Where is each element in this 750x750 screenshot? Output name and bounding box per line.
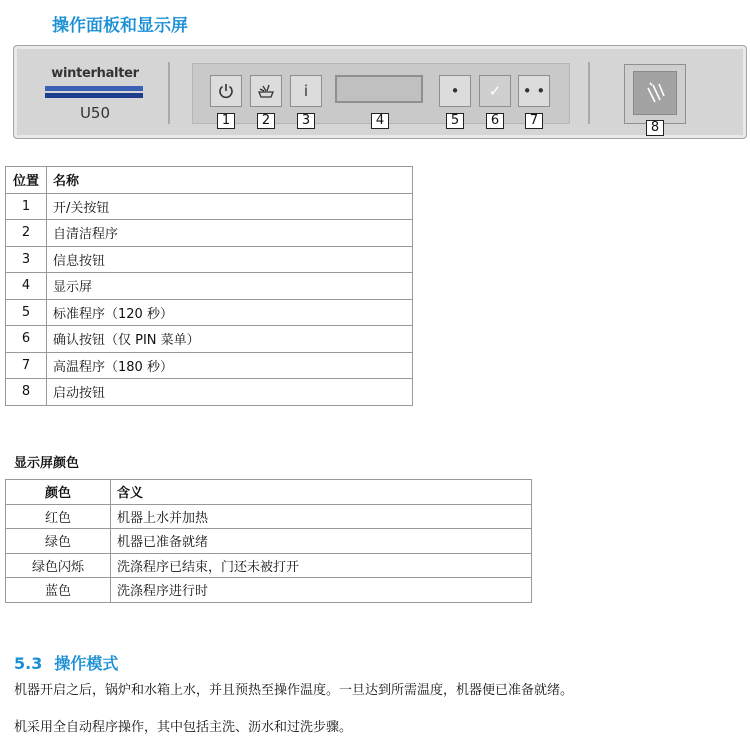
table-row bbox=[6, 379, 413, 406]
brand-name: winterhalter bbox=[51, 66, 139, 81]
section-number: 5.3 bbox=[14, 654, 43, 673]
table-header-row bbox=[6, 480, 532, 505]
position-label-5: 5 bbox=[446, 113, 464, 129]
color-cell: 绿色闪烁 bbox=[6, 553, 111, 578]
single-dot-icon: • bbox=[450, 82, 460, 100]
meaning-cell: 机器上水并加热 bbox=[111, 504, 532, 529]
section-title: 操作面板和显示屏 bbox=[52, 16, 188, 36]
section-53-heading bbox=[14, 651, 118, 674]
position-cell: 6 bbox=[6, 326, 47, 353]
logo-stripe-top bbox=[45, 86, 143, 91]
power-button[interactable] bbox=[210, 75, 242, 107]
display-colors-title: 显示屏颜色 bbox=[14, 456, 80, 471]
table-row bbox=[6, 529, 532, 554]
name-cell: 自清洁程序 bbox=[47, 220, 413, 247]
table-row bbox=[6, 273, 413, 300]
display-colors-table bbox=[5, 479, 532, 603]
color-cell: 蓝色 bbox=[6, 578, 111, 603]
table-row bbox=[6, 326, 413, 353]
position-cell: 2 bbox=[6, 220, 47, 247]
position-label-4: 4 bbox=[371, 113, 389, 129]
meaning-cell: 洗涤程序进行时 bbox=[111, 578, 532, 603]
power-icon bbox=[217, 82, 235, 100]
meaning-cell: 洗涤程序已结束，门还未被打开 bbox=[111, 553, 532, 578]
panel-divider-left bbox=[168, 62, 170, 124]
standard-program-button[interactable] bbox=[439, 75, 471, 107]
paragraph: 机采用全自动程序操作，其中包括主洗、沥水和过洗步骤。 bbox=[14, 720, 353, 735]
position-label-1: 1 bbox=[217, 113, 235, 129]
logo-stripe-bottom bbox=[45, 93, 143, 98]
self-clean-button[interactable] bbox=[250, 75, 282, 107]
name-cell: 开/关按钮 bbox=[47, 193, 413, 220]
start-spray-icon bbox=[634, 72, 676, 114]
position-label-3: 3 bbox=[297, 113, 315, 129]
table-row bbox=[6, 352, 413, 379]
position-cell: 8 bbox=[6, 379, 47, 406]
display-screen bbox=[335, 75, 423, 103]
name-cell: 显示屏 bbox=[47, 273, 413, 300]
table-row bbox=[6, 578, 532, 603]
position-cell: 3 bbox=[6, 246, 47, 273]
position-label-2: 2 bbox=[257, 113, 275, 129]
position-label-7: 7 bbox=[525, 113, 543, 129]
position-cell: 5 bbox=[6, 299, 47, 326]
model-label: U50 bbox=[79, 104, 111, 122]
column-header: 位置 bbox=[6, 167, 47, 194]
start-button-face bbox=[633, 71, 677, 115]
name-cell: 确认按钮（仅 PIN 菜单） bbox=[47, 326, 413, 353]
table-header-row bbox=[6, 167, 413, 194]
position-label-6: 6 bbox=[486, 113, 504, 129]
table-row bbox=[6, 246, 413, 273]
high-temp-program-button[interactable] bbox=[518, 75, 550, 107]
info-icon: i bbox=[303, 82, 309, 100]
start-button[interactable] bbox=[624, 64, 686, 124]
position-cell: 4 bbox=[6, 273, 47, 300]
color-cell: 绿色 bbox=[6, 529, 111, 554]
column-header: 含义 bbox=[111, 480, 532, 505]
double-dot-icon: • • bbox=[522, 82, 546, 100]
paragraph: 机器开启之后，锅炉和水箱上水，并且预热至操作温度。一旦达到所需温度，机器便已准备就绪。 bbox=[14, 683, 574, 698]
table-row bbox=[6, 299, 413, 326]
brand-logo bbox=[40, 66, 150, 126]
table-row bbox=[6, 193, 413, 220]
position-cell: 1 bbox=[6, 193, 47, 220]
table-row bbox=[6, 504, 532, 529]
info-button[interactable] bbox=[290, 75, 322, 107]
table-row bbox=[6, 220, 413, 247]
column-header: 颜色 bbox=[6, 480, 111, 505]
self-clean-icon bbox=[256, 82, 276, 100]
position-label-8: 8 bbox=[646, 120, 664, 136]
position-cell: 7 bbox=[6, 352, 47, 379]
confirm-button[interactable] bbox=[479, 75, 511, 107]
panel-divider-right bbox=[588, 62, 590, 124]
positions-table bbox=[5, 166, 413, 406]
color-cell: 红色 bbox=[6, 504, 111, 529]
name-cell: 启动按钮 bbox=[47, 379, 413, 406]
meaning-cell: 机器已准备就绪 bbox=[111, 529, 532, 554]
section-53-title: 操作模式 bbox=[54, 654, 119, 673]
check-icon: ✓ bbox=[488, 82, 502, 100]
column-header: 名称 bbox=[47, 167, 413, 194]
name-cell: 信息按钮 bbox=[47, 246, 413, 273]
name-cell: 高温程序（180 秒） bbox=[47, 352, 413, 379]
name-cell: 标准程序（120 秒） bbox=[47, 299, 413, 326]
table-row bbox=[6, 553, 532, 578]
